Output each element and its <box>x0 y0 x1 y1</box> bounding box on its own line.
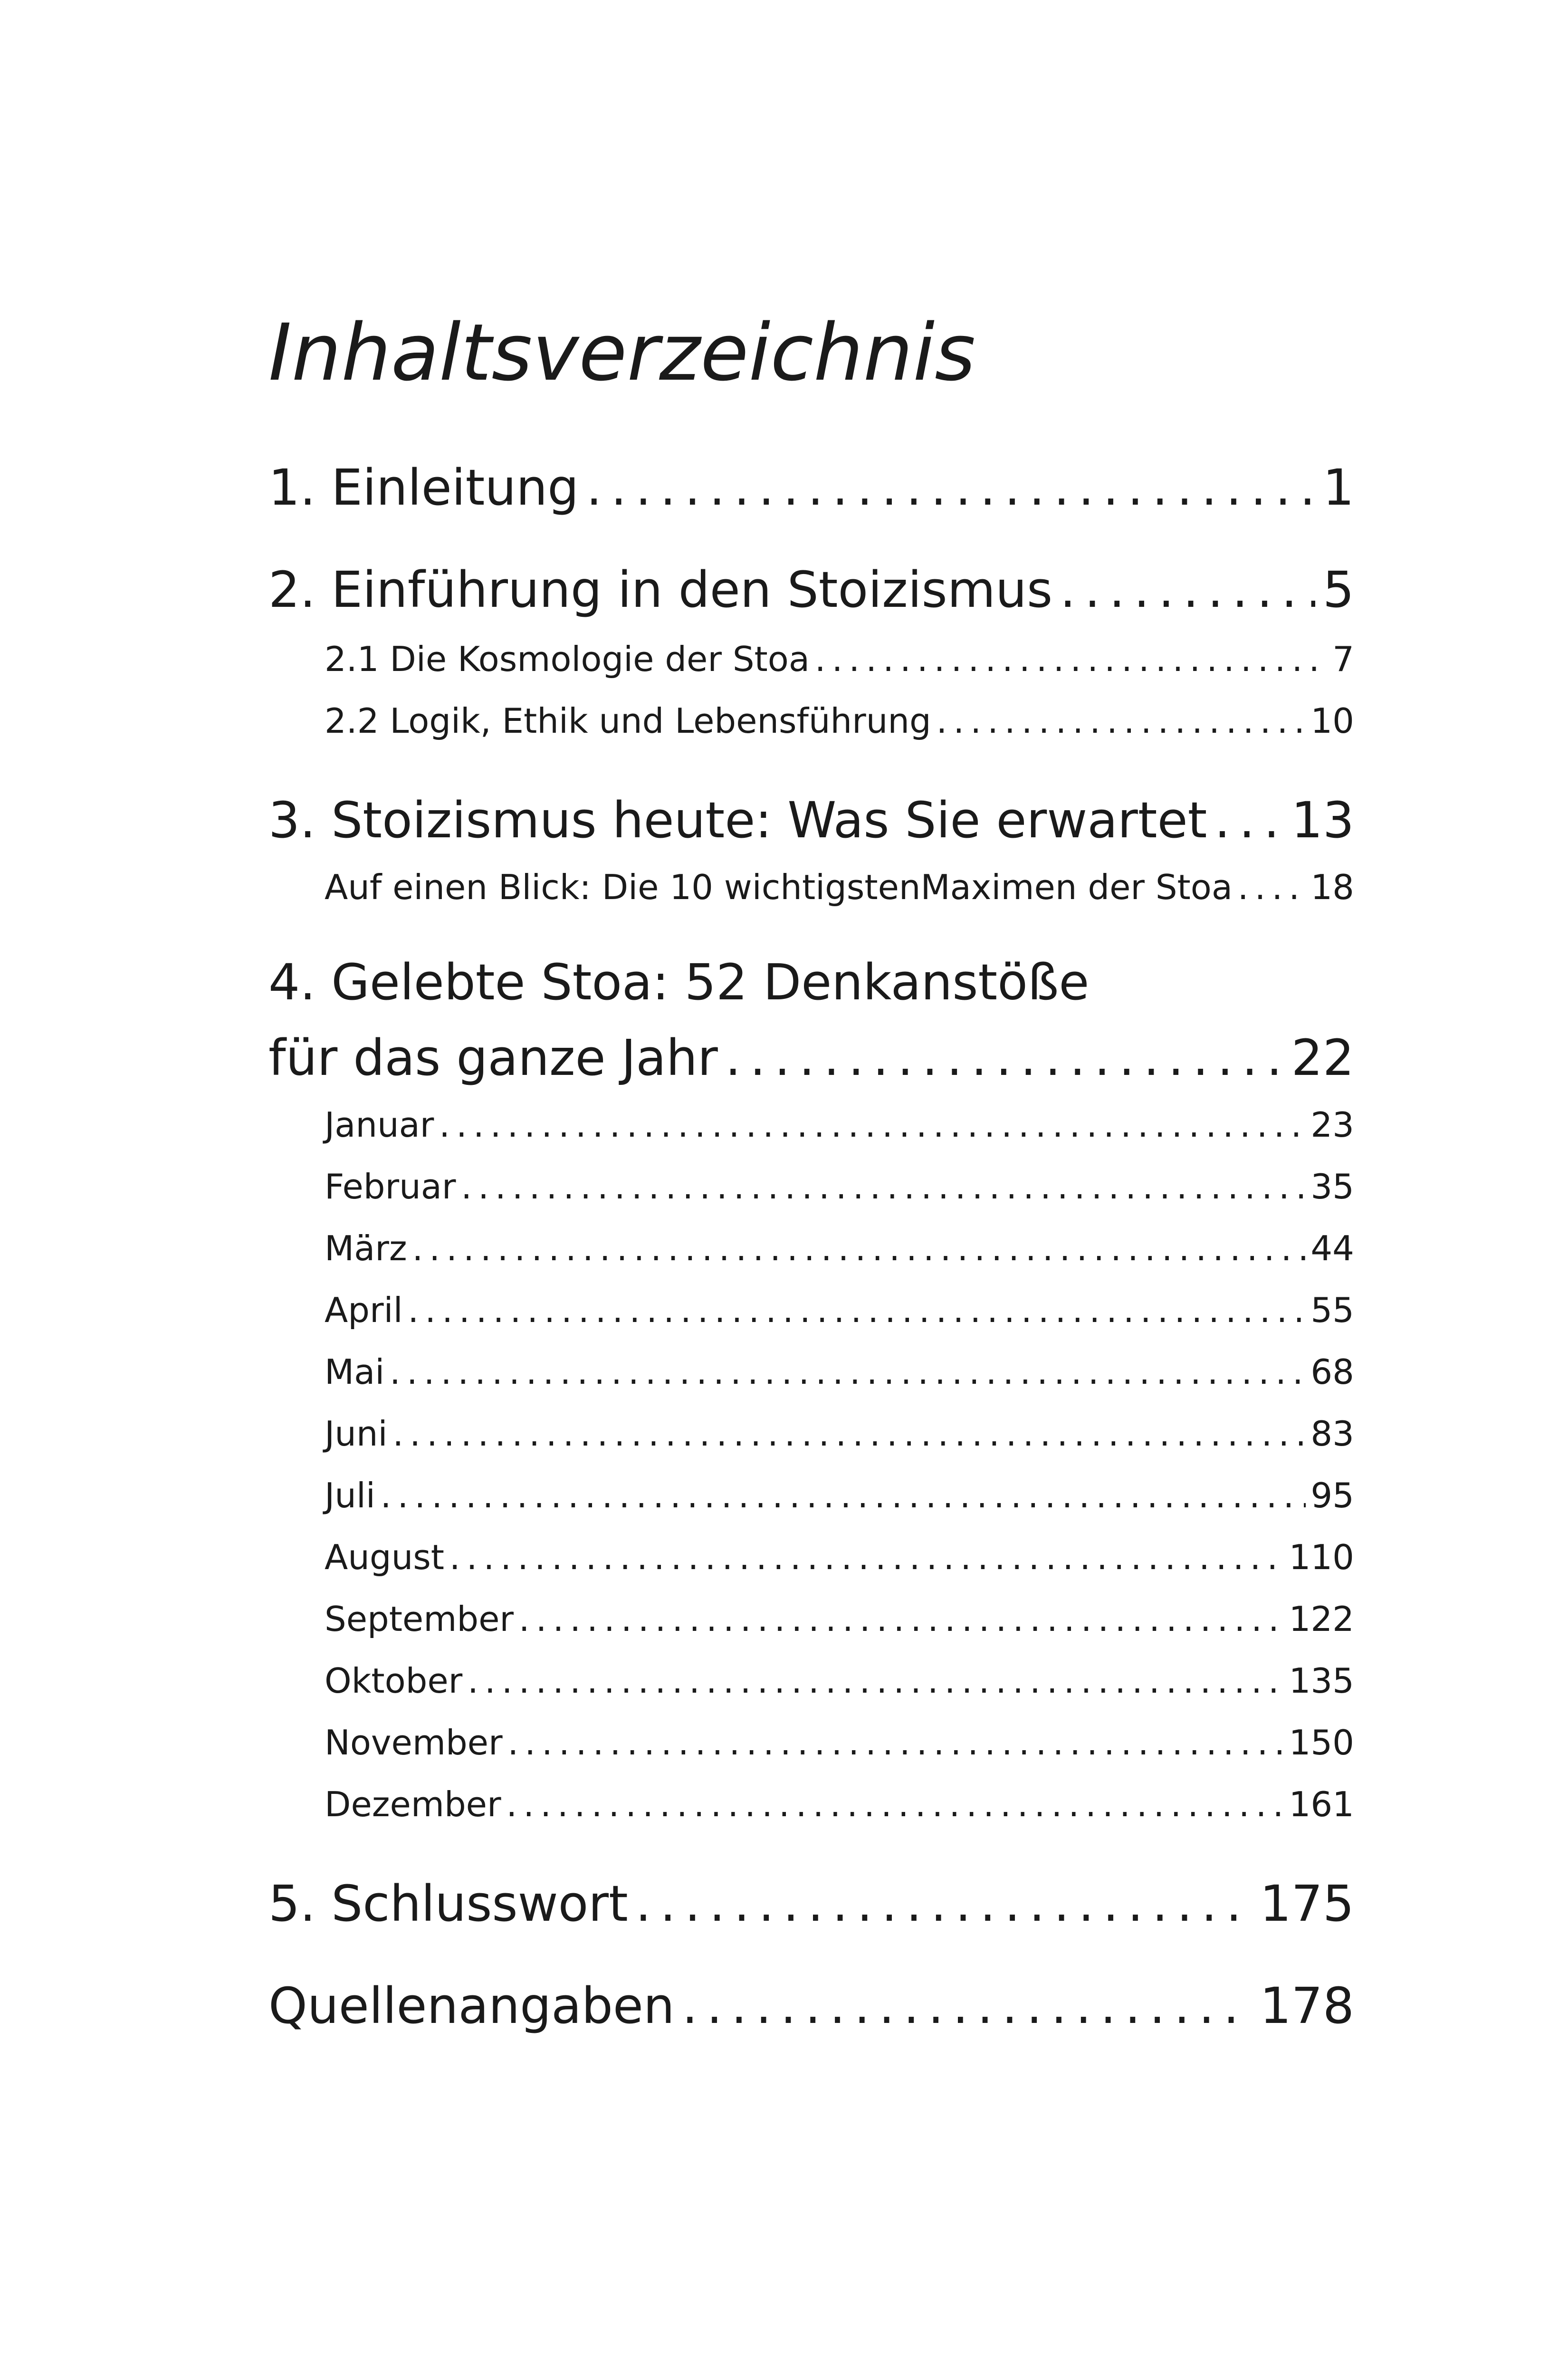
toc-entry-chapter-4-line-1[interactable]: 4. Gelebte Stoa: 52 Denkanstöße <box>268 953 1090 1011</box>
toc-entry-label: 3. Stoizismus heute: Was Sie erwartet <box>268 791 1207 849</box>
toc-page-number: 44 <box>1310 1228 1354 1268</box>
toc-entry-section-2-1[interactable] <box>325 639 1354 679</box>
toc-entry-label: für das ganze Jahr <box>268 1029 718 1087</box>
toc-entry-section-3-1[interactable] <box>325 867 1354 907</box>
toc-page-number: 83 <box>1310 1414 1354 1454</box>
toc-entry-section-2-2[interactable] <box>325 701 1354 741</box>
toc-page-number: 161 <box>1289 1784 1354 1824</box>
toc-entry-label: Februar <box>325 1167 456 1207</box>
toc-entry-month-mai[interactable] <box>325 1352 1354 1392</box>
dot-leader <box>1238 867 1306 907</box>
toc-page-number: 10 <box>1310 701 1354 741</box>
toc-entry-label: September <box>325 1599 514 1639</box>
dot-leader <box>390 1352 1306 1392</box>
toc-entry-label: Juli <box>325 1475 375 1515</box>
dot-leader <box>725 1029 1284 1087</box>
dot-leader <box>519 1599 1284 1639</box>
toc-entry-label: Mai <box>325 1352 385 1392</box>
dot-leader <box>412 1228 1305 1268</box>
toc-entry-sources[interactable] <box>268 1977 1354 2035</box>
toc-page-number: 23 <box>1310 1105 1354 1145</box>
toc-page-number: 178 <box>1260 1977 1354 2035</box>
dot-leader <box>408 1290 1305 1330</box>
toc-page-number: 95 <box>1310 1475 1354 1515</box>
toc-entry-month-november[interactable] <box>325 1723 1354 1763</box>
toc-entry-chapter-2[interactable] <box>268 561 1354 619</box>
dot-leader <box>1214 791 1284 849</box>
toc-entry-chapter-3[interactable] <box>268 791 1354 849</box>
dot-leader <box>682 1977 1252 2035</box>
toc-page-number: 175 <box>1260 1875 1354 1933</box>
toc-page-number: 135 <box>1289 1661 1354 1701</box>
dot-leader <box>381 1475 1306 1515</box>
toc-entry-month-september[interactable] <box>325 1599 1354 1639</box>
toc-entry-month-dezember[interactable] <box>325 1784 1354 1824</box>
toc-entry-month-april[interactable] <box>325 1290 1354 1330</box>
toc-page-number: 5 <box>1322 561 1354 619</box>
toc-entry-label: 2.1 Die Kosmologie der Stoa <box>325 639 810 679</box>
dot-leader <box>635 1875 1252 1933</box>
dot-leader <box>586 459 1315 517</box>
toc-entry-month-januar[interactable] <box>325 1105 1354 1145</box>
toc-entry-month-oktober[interactable] <box>325 1661 1354 1701</box>
toc-entry-label: Dezember <box>325 1784 501 1824</box>
toc-page-number: 110 <box>1289 1537 1354 1577</box>
toc-entry-label: 1. Einleitung <box>268 459 579 517</box>
toc-entry-chapter-4[interactable] <box>268 1029 1354 1087</box>
toc-entry-month-maerz[interactable] <box>325 1228 1354 1268</box>
toc-entry-label: August <box>325 1537 444 1577</box>
toc-page-number: 18 <box>1310 867 1354 907</box>
toc-entry-month-februar[interactable] <box>325 1167 1354 1207</box>
toc-entry-label: Quellenangaben <box>268 1977 675 2035</box>
toc-entry-label: März <box>325 1228 407 1268</box>
toc-entry-label: Oktober <box>325 1661 463 1701</box>
toc-entry-chapter-1[interactable] <box>268 459 1354 517</box>
toc-page-number: 55 <box>1310 1290 1354 1330</box>
dot-leader <box>439 1105 1305 1145</box>
toc-page-number: 7 <box>1332 639 1354 679</box>
toc-page-number: 22 <box>1291 1029 1354 1087</box>
toc-entry-label: Juni <box>325 1414 388 1454</box>
toc-page-number: 13 <box>1291 791 1354 849</box>
toc-page-number: 35 <box>1310 1167 1354 1207</box>
dot-leader <box>815 639 1328 679</box>
toc-entry-label: November <box>325 1723 503 1763</box>
dot-leader <box>937 701 1306 741</box>
dot-leader <box>461 1167 1305 1207</box>
toc-entry-label: 5. Schlusswort <box>268 1875 628 1933</box>
toc-entry-label: 2.2 Logik, Ethik und Lebensführung <box>325 701 931 741</box>
dot-leader <box>507 1723 1283 1763</box>
toc-entry-label: Auf einen Blick: Die 10 wichtigstenMaximen der Stoa <box>325 867 1233 907</box>
dot-leader <box>449 1537 1284 1577</box>
toc-entry-label: Januar <box>325 1105 434 1145</box>
toc-page-number: 68 <box>1310 1352 1354 1392</box>
dot-leader <box>1060 561 1316 619</box>
toc-entry-month-juli[interactable] <box>325 1475 1354 1515</box>
toc-entry-month-august[interactable] <box>325 1537 1354 1577</box>
toc-entry-month-juni[interactable] <box>325 1414 1354 1454</box>
toc-page-number: 1 <box>1322 459 1354 517</box>
toc-page-number: 122 <box>1289 1599 1354 1639</box>
dot-leader <box>506 1784 1283 1824</box>
toc-entry-chapter-5[interactable] <box>268 1875 1354 1933</box>
page-title: Inhaltsverzeichnis <box>268 307 976 398</box>
dot-leader <box>392 1414 1305 1454</box>
toc-page-number: 150 <box>1289 1723 1354 1763</box>
toc-entry-label: 2. Einführung in den Stoizismus <box>268 561 1053 619</box>
toc-entry-label: April <box>325 1290 403 1330</box>
dot-leader <box>468 1661 1284 1701</box>
